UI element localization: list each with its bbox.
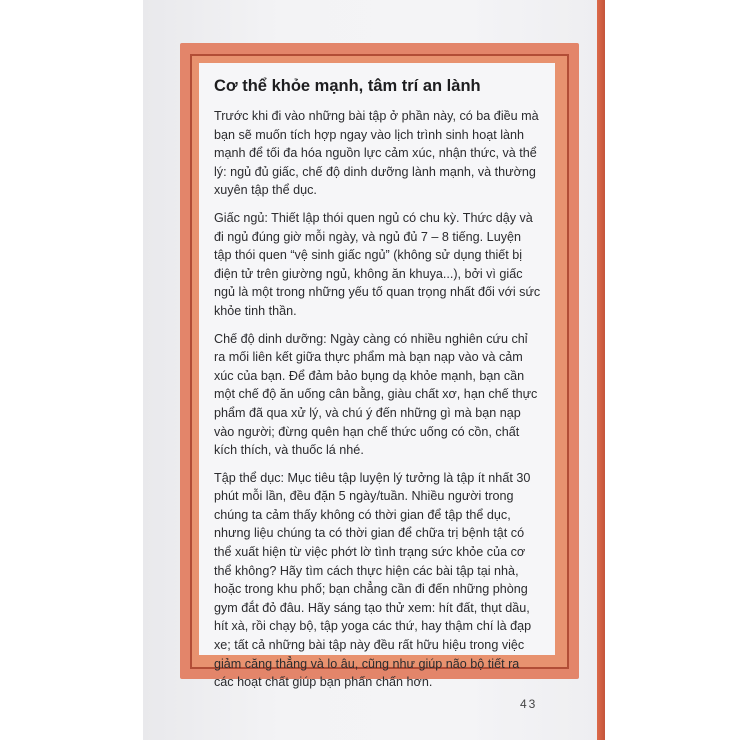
book-cover-edge: [597, 0, 605, 740]
exercise-paragraph: Tập thể dục: Mục tiêu tập luyện lý tưởng là tập ít nhất 30 phút mỗi lần, đều đặn 5 ngày/tuần. Nhiều người trong chúng ta cảm thấy không có thời gian để tập thể dục, nhưng liệu chúng ta có thời gian để chữa trị bệnh tật có thể xuất hiện từ việc phớt lờ tình trạng sức khỏe của cơ thể không? Hãy tìm cách thực hiện các bài tập tại nhà, hoặc trong khu phố; bạn chẳng cần đi đến những phòng gym đắt đỏ đâu. Hãy sáng tạo thử xem: hít đất, thụt dầu, hít xà, rồi chạy bộ, tập yoga các thứ, hay thậm chí là đạp xe; tất cả những bài tập này đều rất hữu hiệu trong việc giảm căng thẳng và lo âu, cũng như giúp não bộ tiết ra các hoạt chất giúp bạn phấn chấn hơn.: [214, 470, 532, 690]
intro-paragraph: Trước khi đi vào những bài tập ở phần này, có ba điều mà bạn sẽ muốn tích hợp ngay vào lịch trình sinh hoạt lành mạnh để tối đa hóa nguồn lực cảm xúc, nhận thức, và thể lý: ngủ đủ giấc, chế độ dinh dưỡng lành mạnh, và thường xuyên tập thể dục.: [214, 109, 539, 198]
page-number: 43: [520, 697, 538, 711]
text-box: [199, 63, 555, 690]
section-title: Cơ thể khỏe mạnh, tâm trí an lành: [214, 77, 481, 95]
nutrition-paragraph: Chế độ dinh dưỡng: Ngày càng có nhiều nghiên cứu chỉ ra mối liên kết giữa thực phẩm mà bạn nạp vào và cảm xúc của bạn. Để đảm bảo bụng dạ khỏe mạnh, bạn cần một chế độ ăn uống cân bằng, giàu chất xơ, hạn chế thực phẩm đã qua xử lý, và chú ý đến những gì mà bạn nạp vào người; đừng quên hạn chế thức uống có cồn, chất kích thích, và thuốc lá nhé.: [214, 331, 538, 458]
sleep-paragraph: Giấc ngủ: Thiết lập thói quen ngủ có chu kỳ. Thức dậy và đi ngủ đúng giờ mỗi ngày, và ngủ đủ 7 – 8 tiếng. Luyện tập thói quen “vệ sinh giấc ngủ” (không sử dụng thiết bị điện tử trên giường ngủ, không ăn khuya...), bởi vì giấc ngủ là một trong những yếu tố quan trọng nhất đối với sức khỏe tinh thần.: [214, 210, 541, 318]
